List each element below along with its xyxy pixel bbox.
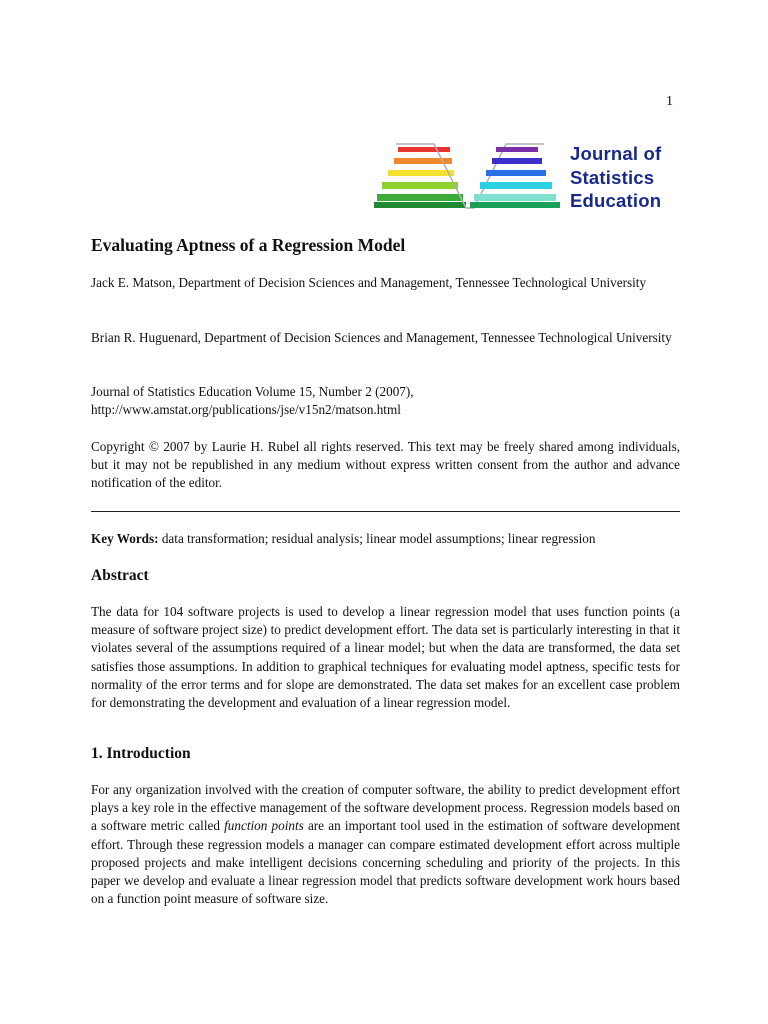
page-number: 1 xyxy=(666,94,673,109)
logo-line-3: Education xyxy=(570,190,662,211)
journal-url[interactable]: http://www.amstat.org/publications/jse/v15n2/matson.html xyxy=(91,402,401,418)
author-2: Brian R. Huguenard, Department of Decision Sciences and Management, Tennessee Technological University xyxy=(91,330,672,345)
keywords xyxy=(91,530,680,548)
abstract-text: The data for 104 software projects is used to develop a linear regression model that uses function points (a measure of software project size) to predict development effort. The data set is particularly interesting in that it violates several of the assumptions required of a linear model; but when the data are transformed, the data set satisfies those assumptions. In addition to graphical techniques for evaluating model aptness, specific tests for normality of the error terms and for slope are demonstrated. The data set makes for an excellent case problem for demonstrating the development and evaluation of a linear regression model. xyxy=(91,604,680,711)
logo-stripe-purple xyxy=(496,147,538,152)
journal-citation xyxy=(91,383,680,419)
keywords-text: data transformation; residual analysis; linear model assumptions; linear regression xyxy=(158,531,596,546)
section-divider xyxy=(91,511,680,512)
abstract-heading: Abstract xyxy=(91,567,149,584)
logo-stripe-darkgreen xyxy=(374,202,466,208)
logo-text xyxy=(570,142,661,213)
logo-stripe-teal xyxy=(474,194,556,201)
logo-stripe-green xyxy=(377,194,463,201)
logo-stripe-indigo xyxy=(492,158,542,164)
keywords-label: Key Words: xyxy=(91,531,159,546)
logo-stripe-seagreen xyxy=(470,202,560,208)
logo-stripe-red xyxy=(398,147,450,152)
author-1: Jack E. Matson, Department of Decision Sciences and Management, Tennessee Technological University xyxy=(91,275,647,290)
journal-citation-line-1: Journal of Statistics Education Volume 15, Number 2 (2007), xyxy=(91,384,414,399)
journal-logo xyxy=(374,142,684,214)
logo-stripe-lightgreen xyxy=(382,182,458,189)
logo-line-2: Statistics xyxy=(570,166,655,188)
intro-text-part-1: For any organization involved with the creation of computer software, the ability to predict development effort plays a key role in the effective management of the software development process. Regression models based on a software metric called xyxy=(91,782,680,834)
intro-italic-term: function points xyxy=(224,818,304,834)
intro-text-part-2: are an important tool used in the estimation of software development effort. Through these regression models a manager can compare estimated development effort across multiple proposed projects and make intelligent decisions concerning scheduling and priority of the projects. In this paper we develop and evaluate a linear regression model that predicts software development work hours based on a function point measure of software size. xyxy=(91,818,680,907)
logo-stripe-blue xyxy=(486,170,546,176)
logo-graphic xyxy=(374,142,564,214)
logo-line-1: Journal of xyxy=(570,143,662,164)
logo-stripe-yellow xyxy=(388,170,454,176)
paper-title: Evaluating Aptness of a Regression Model xyxy=(91,235,406,255)
copyright-notice: Copyright © 2007 by Laurie H. Rubel all rights reserved. This text may be freely shared among individuals, but it may not be republished in any medium without express written consent from the author and advance notification of the editor. xyxy=(91,439,680,491)
logo-stripe-cyan xyxy=(480,182,552,189)
introduction-text xyxy=(91,781,680,908)
introduction-heading: 1. Introduction xyxy=(91,745,191,762)
